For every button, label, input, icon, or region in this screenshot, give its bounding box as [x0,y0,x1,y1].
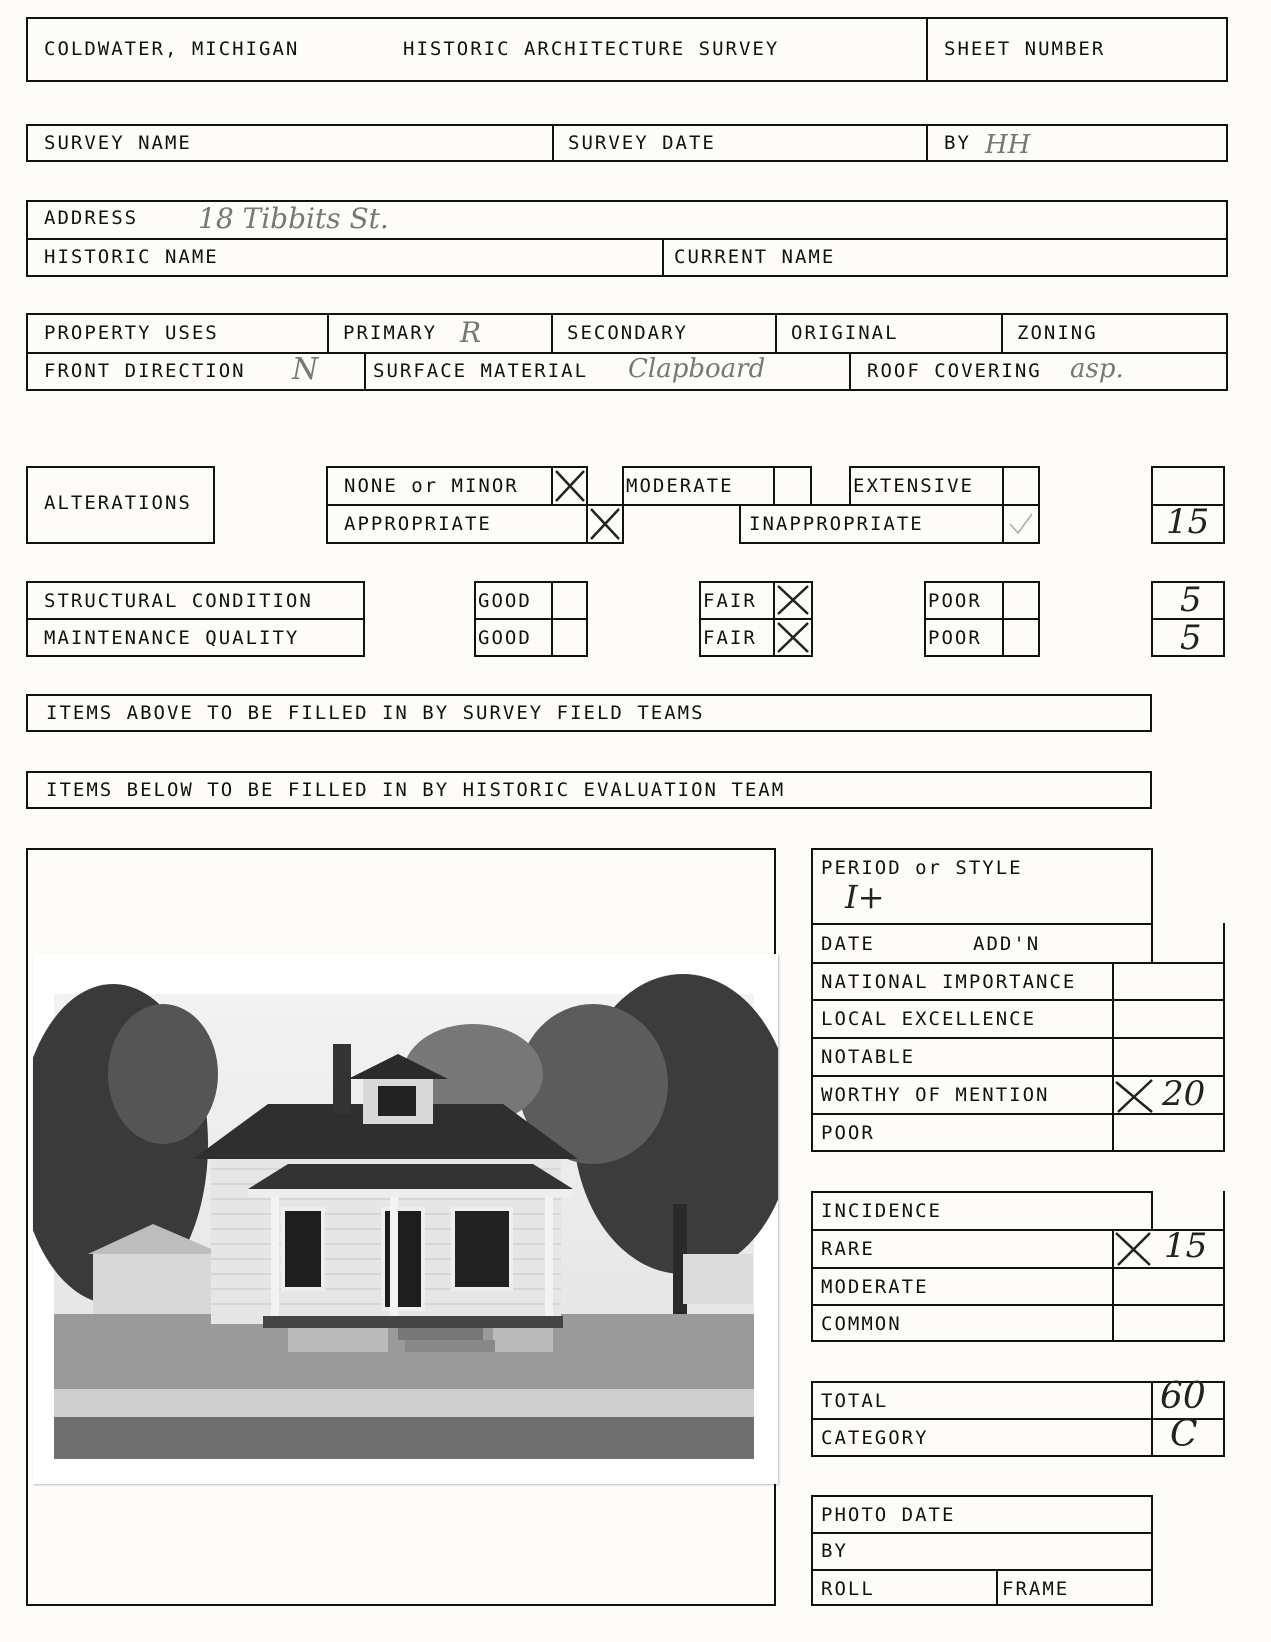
original-label: ORIGINAL [791,322,899,344]
front-direction-value: N [292,352,319,387]
address-value: 18 Tibbits St. [198,202,389,235]
rare-score: 15 [1164,1226,1208,1266]
structural-condition-label: STRUCTURAL CONDITION [44,590,313,612]
photo-by-label: BY [821,1540,848,1562]
worthy-score: 20 [1162,1074,1206,1114]
local-excellence-label: LOCAL EXCELLENCE [821,1008,1037,1030]
structural-good-label: GOOD [478,590,532,612]
surface-material-value: Clapboard [628,354,766,384]
alterations-label: ALTERATIONS [44,492,192,514]
house-photo [33,954,778,1484]
total-label: TOTAL [821,1390,889,1412]
surface-material-label: SURFACE MATERIAL [373,360,589,382]
appropriate-check-mark [588,506,622,542]
items-below-note: ITEMS BELOW TO BE FILLED IN BY HISTORIC EVALUATION TEAM [46,779,786,801]
primary-value: R [460,316,482,349]
incidence-label: INCIDENCE [821,1200,942,1222]
maintenance-fair-check-mark [775,620,811,655]
common-label: COMMON [821,1313,902,1335]
maintenance-quality-label: MAINTENANCE QUALITY [44,627,300,649]
items-above-note: ITEMS ABOVE TO BE FILLED IN BY SURVEY FIELD TEAMS [46,702,705,724]
none-minor-label: NONE or MINOR [344,475,519,497]
city-label: COLDWATER, MICHIGAN [44,38,300,60]
notable-label: NOTABLE [821,1046,916,1068]
rare-label: RARE [821,1238,875,1260]
property-uses-label: PROPERTY USES [44,322,219,344]
maintenance-good-label: GOOD [478,627,532,649]
category-label: CATEGORY [821,1427,929,1449]
inappropriate-faint-tick [1006,508,1038,538]
poor-eval-label: POOR [821,1122,875,1144]
survey-date-label: SURVEY DATE [568,132,716,154]
address-label: ADDRESS [44,207,139,229]
roll-label: ROLL [821,1578,875,1600]
worthy-check-mark [1112,1076,1158,1116]
house-photo-image [33,954,778,1484]
roof-covering-value: asp. [1070,354,1124,384]
date-label: DATE [821,933,875,955]
secondary-label: SECONDARY [567,322,688,344]
sheet-number-label: SHEET NUMBER [944,38,1106,60]
primary-label: PRIMARY [343,322,438,344]
moderate-label: MODERATE [626,475,734,497]
front-direction-label: FRONT DIRECTION [44,360,246,382]
maintenance-fair-label: FAIR [703,627,757,649]
structural-fair-check-mark [775,583,811,617]
rare-check-mark [1112,1229,1156,1269]
none-minor-check-mark [553,468,587,504]
photo-date-label: PHOTO DATE [821,1504,956,1526]
period-value: I+ [845,878,885,916]
structural-fair-label: FAIR [703,590,757,612]
moderate-incidence-label: MODERATE [821,1276,929,1298]
inappropriate-label: INAPPROPRIATE [749,513,924,535]
maintenance-score: 5 [1180,618,1202,658]
maintenance-poor-label: POOR [928,627,982,649]
period-label: PERIOD or STYLE [821,857,1023,879]
extensive-label: EXTENSIVE [853,475,974,497]
structural-score: 5 [1180,580,1202,620]
total-value: 60 [1160,1376,1206,1417]
current-name-label: CURRENT NAME [674,246,836,268]
roof-covering-label: ROOF COVERING [867,360,1042,382]
historic-name-label: HISTORIC NAME [44,246,219,268]
addn-label: ADD'N [973,933,1041,955]
worthy-of-mention-label: WORTHY OF MENTION [821,1084,1050,1106]
frame-label: FRAME [1002,1578,1070,1600]
survey-by-value: HH [985,130,1031,160]
survey-name-label: SURVEY NAME [44,132,192,154]
zoning-label: ZONING [1017,322,1098,344]
survey-title: HISTORIC ARCHITECTURE SURVEY [403,38,780,60]
category-value: C [1170,1414,1198,1455]
alterations-score: 15 [1166,502,1210,542]
survey-by-label: BY [944,132,971,154]
national-importance-label: NATIONAL IMPORTANCE [821,971,1077,993]
appropriate-label: APPROPRIATE [344,513,492,535]
structural-poor-label: POOR [928,590,982,612]
